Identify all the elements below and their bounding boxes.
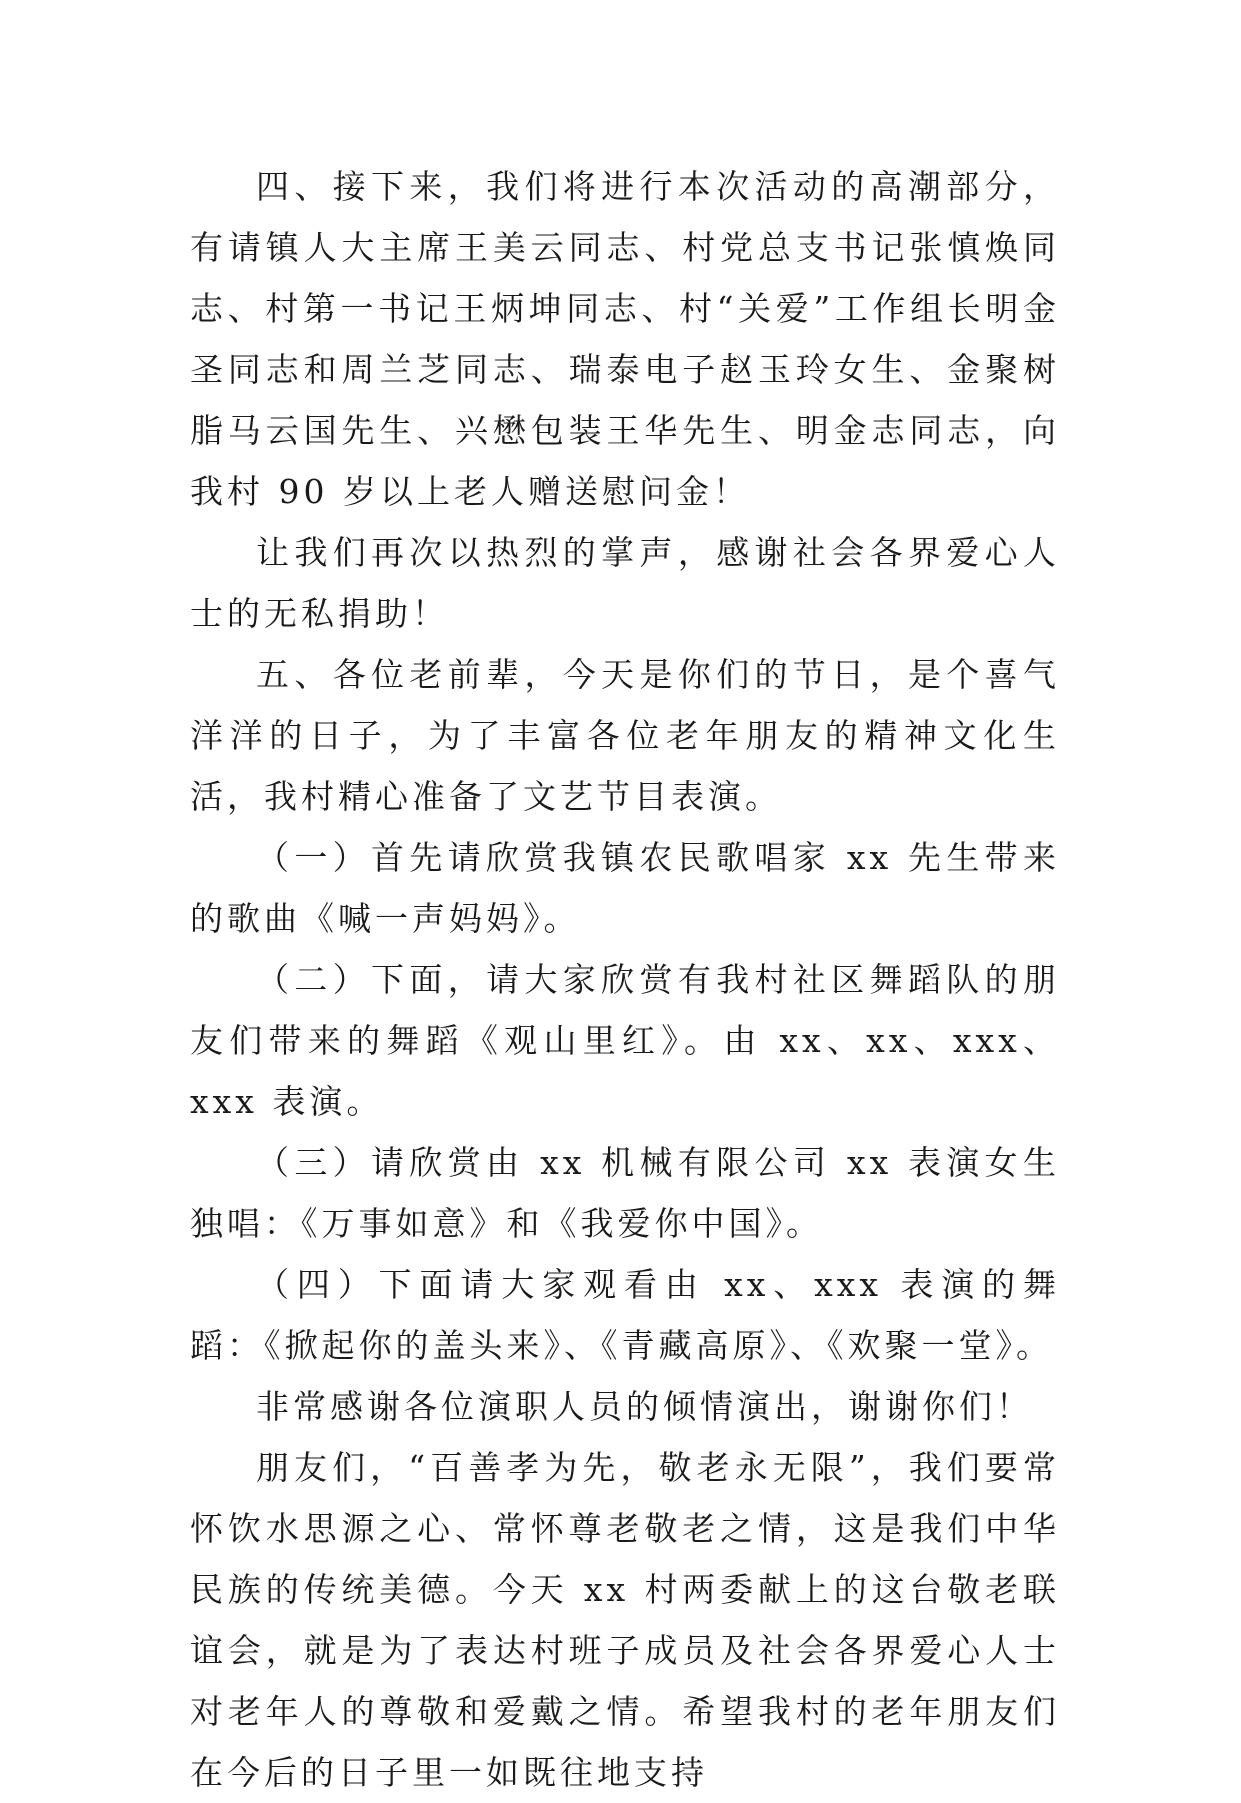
paragraph-program-4: （四）下面请大家观看由 xx、xxx 表演的舞蹈：《掀起你的盖头来》、《青藏高原》、《欢聚一堂》。 — [190, 1265, 1060, 1365]
paragraph-closing-remarks: 朋友们，“百善孝为先，敬老永无限”，我们要常怀饮水思源之心、常怀尊老敬老之情，这是我们中华民族的传统美德。今天 xx 村两委献上的这台敬老联谊会，就是为了表达村班子成员及社会各界爱心人士对老年人的尊敬和爱戴之情。希望我村的老年朋友们在今后的日子里一如既往地支持 — [190, 1448, 1060, 1792]
paragraph-performance-intro: 五、各位老前辈，今天是你们的节日，是个喜气洋洋的日子，为了丰富各位老年朋友的精神文化生活，我村精心准备了文艺节目表演。 — [190, 655, 1060, 816]
document-body — [190, 156, 1060, 1803]
paragraph-award-presentation: 四、接下来，我们将进行本次活动的高潮部分，有请镇人大主席王美云同志、村党总支书记张慎焕同志、村第一书记王炳坤同志、村“关爱”工作组长明金圣同志和周兰芝同志、瑞泰电子赵玉玲女生、金聚树脂马云国先生、兴懋包装王华先生、明金志同志，向我村 90 岁以上老人赠送慰问金！ — [190, 167, 1060, 511]
paragraph-program-3: （三）请欣赏由 xx 机械有限公司 xx 表演女生独唱：《万事如意》和《我爱你中国》。 — [190, 1143, 1060, 1243]
paragraph-program-2: （二）下面，请大家欣赏有我村社区舞蹈队的朋友们带来的舞蹈《观山里红》。由 xx、xx、xxx、xxx 表演。 — [190, 960, 1061, 1121]
paragraph-program-1: （一）首先请欣赏我镇农民歌唱家 xx 先生带来的歌曲《喊一声妈妈》。 — [190, 838, 1060, 938]
paragraph-applause-thanks: 让我们再次以热烈的掌声，感谢社会各界爱心人士的无私捐助！ — [190, 533, 1060, 633]
paragraph-performers-thanks: 非常感谢各位演职人员的倾情演出，谢谢你们！ — [256, 1387, 1033, 1426]
